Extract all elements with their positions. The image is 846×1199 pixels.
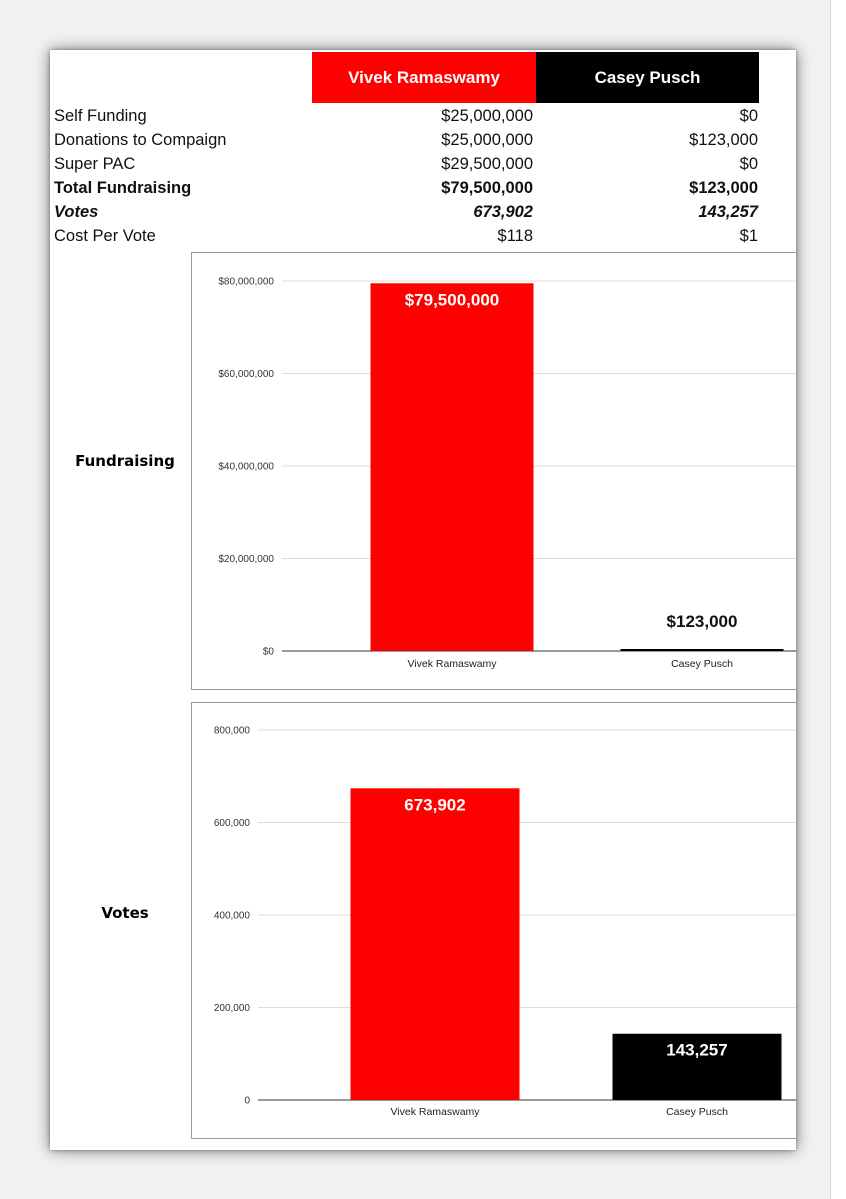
y-tick-label: $40,000,000 [218,461,274,473]
row-value-casey: $123,000 [689,131,758,149]
data-label: $79,500,000 [404,290,500,310]
x-tick-label: Vivek Ramaswamy [407,658,497,670]
y-tick-label: $80,000,000 [218,276,274,288]
y-tick-label: 400,000 [213,910,250,922]
table-row-self-funding [50,105,796,129]
table-row-votes [50,201,796,225]
bar [621,649,784,651]
y-tick-label: 600,000 [213,818,250,829]
row-value-casey: $1 [739,227,758,245]
table-row-donations [50,129,796,153]
y-tick-label: $0 [262,646,274,658]
row-value-casey: 143,257 [698,203,758,221]
row-label: Total Fundraising [54,179,192,197]
fundraising-chart-svg [192,253,796,689]
row-value-vivek: $29,500,000 [441,155,533,173]
y-tick-label: $60,000,000 [218,369,274,380]
x-tick-label: Casey Pusch [666,1106,728,1118]
x-tick-label: Vivek Ramaswamy [390,1106,480,1118]
table-row-total-fundraising [50,177,796,201]
row-value-casey: $0 [739,155,758,173]
row-label: Super PAC [54,155,136,173]
row-label: Cost Per Vote [54,227,156,245]
row-value-casey: $0 [739,107,758,125]
data-label: 673,902 [404,795,466,815]
fundraising-chart [191,252,796,690]
row-value-vivek: $118 [497,227,533,245]
row-label: Donations to Compaign [54,131,227,149]
row-value-vivek: 673,902 [473,203,533,221]
data-label: $123,000 [666,612,738,631]
row-label: Votes [54,203,99,221]
row-label: Self Funding [54,107,147,125]
y-tick-label: 800,000 [213,725,250,737]
row-value-vivek: $79,500,000 [441,179,533,197]
row-value-vivek: $25,000,000 [441,131,533,149]
votes-chart-svg [192,703,796,1138]
y-tick-label: 200,000 [213,1003,250,1014]
y-tick-label: 0 [244,1095,250,1107]
fundraising-label: Fundraising [75,452,175,470]
y-tick-label: $20,000,000 [218,554,274,565]
page-edge [830,0,846,1199]
data-label: 143,257 [666,1040,728,1060]
header-vivek: Vivek Ramaswamy [312,52,536,103]
bar [371,283,534,651]
row-value-vivek: $25,000,000 [441,107,533,125]
table-row-super-pac [50,153,796,177]
votes-label: Votes [101,904,149,922]
row-value-casey: $123,000 [689,179,758,197]
table-row-cost-per-vote [50,225,796,249]
spreadsheet-sheet [50,50,796,1150]
x-tick-label: Casey Pusch [671,658,733,670]
header-casey: Casey Pusch [536,52,759,103]
bar [351,788,520,1100]
votes-chart [191,702,796,1139]
